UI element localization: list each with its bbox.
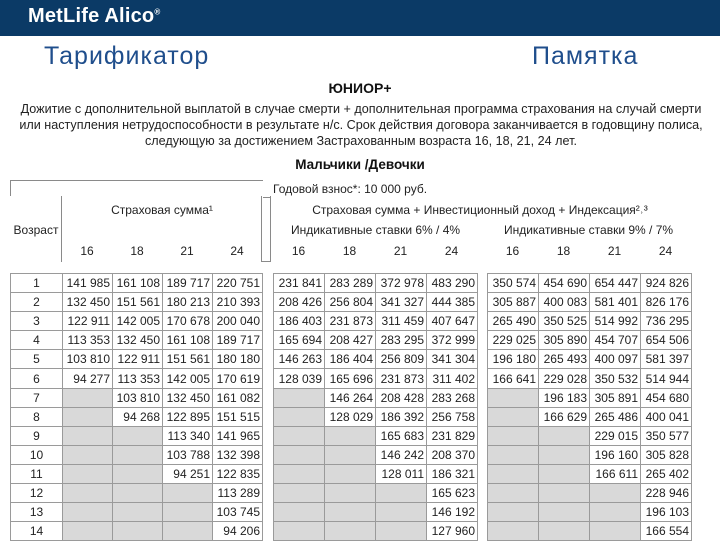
age-cell: 5 [11, 350, 63, 369]
rate-6-table [273, 273, 478, 541]
rate9-cell: 166 554 [641, 522, 692, 541]
sum-row [11, 503, 263, 522]
rate9-cell: 454 690 [539, 274, 590, 293]
rate6-cell [274, 484, 325, 503]
rate9-row [488, 522, 692, 541]
sum-cell: 220 751 [213, 274, 263, 293]
rate9-row [488, 426, 692, 445]
sum-cell: 122 911 [113, 350, 163, 369]
sum-cell: 180 213 [163, 293, 213, 312]
rate9-cell [539, 445, 590, 464]
rate9-cell: 196 160 [590, 445, 641, 464]
sum-cell [63, 445, 113, 464]
rate9-cell [590, 503, 641, 522]
sum-cell: 132 450 [113, 331, 163, 350]
age-header: Возраст [13, 223, 59, 237]
rate9-cell: 305 887 [488, 293, 539, 312]
sum-cell: 170 619 [213, 369, 263, 388]
sum-cell: 161 108 [163, 331, 213, 350]
rate9-row [488, 407, 692, 426]
rate6-term-21: 21 [393, 244, 408, 258]
rate6-cell [325, 445, 376, 464]
rate6-row [274, 484, 478, 503]
rate9-cell: 654 506 [641, 331, 692, 350]
metlife-logo: MetLife Alico® [28, 5, 161, 27]
rate9-cell: 400 097 [590, 350, 641, 369]
rate9-cell: 265 486 [590, 407, 641, 426]
age-cell: 10 [11, 445, 63, 464]
sum-cell [113, 522, 163, 541]
rate6-cell: 186 321 [427, 464, 478, 483]
sum-cell: 113 353 [113, 369, 163, 388]
sum-cell [163, 484, 213, 503]
rate9-cell [539, 464, 590, 483]
rate6-cell [274, 407, 325, 426]
rate6-row [274, 407, 478, 426]
sum-cell: 94 251 [163, 464, 213, 483]
sum-cell [113, 426, 163, 445]
sum-row [11, 350, 263, 369]
rate6-cell [274, 445, 325, 464]
rate9-cell [539, 522, 590, 541]
rate6-cell [325, 522, 376, 541]
rate9-cell: 265 493 [539, 350, 590, 369]
rate6-cell: 256 809 [376, 350, 427, 369]
pamyatka-title: Памятка [532, 42, 639, 70]
rate9-cell [488, 464, 539, 483]
tarifikator-title: Тарификатор [44, 42, 210, 70]
rate9-cell: 166 641 [488, 369, 539, 388]
sum-cell: 113 340 [163, 426, 213, 445]
sum-row [11, 331, 263, 350]
rate9-cell [488, 426, 539, 445]
rate9-row [488, 503, 692, 522]
rate6-cell: 341 304 [427, 350, 478, 369]
rate6-row [274, 312, 478, 331]
rate6-term-24: 24 [444, 244, 459, 258]
rate6-cell: 127 960 [427, 522, 478, 541]
sum-cell [63, 426, 113, 445]
sum-row [11, 274, 263, 293]
rate9-cell: 581 397 [641, 350, 692, 369]
sum-cell [163, 522, 213, 541]
rate9-cell: 400 041 [641, 407, 692, 426]
rate6-cell: 256 758 [427, 407, 478, 426]
sum-row [11, 407, 263, 426]
sum-cell: 151 561 [163, 350, 213, 369]
sum-cell: 94 206 [213, 522, 263, 541]
rate9-cell: 265 402 [641, 464, 692, 483]
rate6-cell: 231 829 [427, 426, 478, 445]
rate9-cell: 350 532 [590, 369, 641, 388]
rate6-cell: 208 426 [274, 293, 325, 312]
rate6-cell [376, 484, 427, 503]
sum-cell: 142 005 [113, 312, 163, 331]
sum-cell [63, 464, 113, 483]
rate6-row [274, 388, 478, 407]
rate6-cell: 165 694 [274, 331, 325, 350]
rate6-cell: 341 327 [376, 293, 427, 312]
rate9-cell [539, 426, 590, 445]
rate6-cell [274, 522, 325, 541]
rate9-cell [488, 388, 539, 407]
rate-9-table [487, 273, 692, 541]
sum-cell: 103 810 [113, 388, 163, 407]
sum-cell: 103 745 [213, 503, 263, 522]
rate6-row [274, 445, 478, 464]
sum-cell: 189 717 [213, 331, 263, 350]
rate6-cell: 128 039 [274, 369, 325, 388]
sum-cell: 132 450 [63, 293, 113, 312]
sum-cell: 151 561 [113, 293, 163, 312]
sum-cell: 161 108 [113, 274, 163, 293]
rate9-term-18: 18 [556, 244, 571, 258]
rate9-row [488, 464, 692, 483]
sum-cell [113, 503, 163, 522]
rate6-cell: 231 873 [376, 369, 427, 388]
rate6-term-18: 18 [342, 244, 357, 258]
sum-row [11, 293, 263, 312]
product-title: ЮНИОР+ [328, 80, 392, 96]
sum-term-21: 21 [180, 244, 194, 258]
rate6-row [274, 293, 478, 312]
rate9-cell: 736 295 [641, 312, 692, 331]
rate9-cell: 166 611 [590, 464, 641, 483]
rate6-cell [274, 388, 325, 407]
rate9-row [488, 331, 692, 350]
rate6-cell: 128 011 [376, 464, 427, 483]
rate6-cell: 208 428 [376, 388, 427, 407]
rate9-cell [488, 503, 539, 522]
rate6-cell: 186 404 [325, 350, 376, 369]
rate6-cell [274, 503, 325, 522]
sum-cell: 122 911 [63, 312, 113, 331]
sum-cell: 122 835 [213, 464, 263, 483]
rate6-cell [325, 503, 376, 522]
rate9-term-16: 16 [505, 244, 520, 258]
sum-row [11, 388, 263, 407]
rate9-cell: 229 028 [539, 369, 590, 388]
rate9-cell: 400 083 [539, 293, 590, 312]
rate9-term-21: 21 [607, 244, 622, 258]
rate6-cell: 146 242 [376, 445, 427, 464]
sum-cell: 200 040 [213, 312, 263, 331]
rate6-cell: 208 370 [427, 445, 478, 464]
age-cell: 9 [11, 426, 63, 445]
sum-cell [63, 503, 113, 522]
rate9-cell [539, 484, 590, 503]
rate9-row [488, 350, 692, 369]
brand-bar [0, 0, 720, 36]
sum-cell: 161 082 [213, 388, 263, 407]
sum-cell: 132 450 [163, 388, 213, 407]
rate6-cell: 283 295 [376, 331, 427, 350]
age-cell: 8 [11, 407, 63, 426]
sum-cell: 113 353 [63, 331, 113, 350]
rate9-row [488, 274, 692, 293]
sum-cell [63, 484, 113, 503]
sum-cell: 210 393 [213, 293, 263, 312]
rate9-cell: 350 525 [539, 312, 590, 331]
rate6-cell [274, 464, 325, 483]
rate9-cell: 196 183 [539, 388, 590, 407]
rate9-cell: 350 574 [488, 274, 539, 293]
rate6-cell: 208 427 [325, 331, 376, 350]
rate9-cell: 305 828 [641, 445, 692, 464]
rate6-cell: 165 683 [376, 426, 427, 445]
sum-cell: 132 398 [213, 445, 263, 464]
product-description: Дожитие с дополнительной выплатой в случае смерти + дополнительная программа страхования на случай смерти или наступления нетрудоспособности в результате н/с. Срок действия договора заканчивается в годовщину полиса, следующую за достижением Застрахованным возраста 16, 18, 21, 24 лет. [19, 102, 703, 148]
rate6-cell: 165 623 [427, 484, 478, 503]
sum-cell: 141 985 [63, 274, 113, 293]
rate9-cell: 305 890 [539, 331, 590, 350]
rate9-cell: 265 490 [488, 312, 539, 331]
rate6-cell: 256 804 [325, 293, 376, 312]
sum-row [11, 522, 263, 541]
rate9-cell: 454 680 [641, 388, 692, 407]
sum-cell [63, 522, 113, 541]
rate9-cell: 654 447 [590, 274, 641, 293]
sum-row [11, 369, 263, 388]
sum-cell [113, 445, 163, 464]
rate9-cell [590, 484, 641, 503]
gender-subtitle: Мальчики /Девочки [295, 157, 425, 172]
age-cell: 4 [11, 331, 63, 350]
rate9-cell [488, 522, 539, 541]
rate9-cell: 229 015 [590, 426, 641, 445]
rate6-cell: 311 402 [427, 369, 478, 388]
age-cell: 13 [11, 503, 63, 522]
rate6-cell: 128 029 [325, 407, 376, 426]
rate6-cell [274, 426, 325, 445]
rate9-row [488, 312, 692, 331]
sum-term-16: 16 [80, 244, 94, 258]
rate9-row [488, 445, 692, 464]
rate9-cell [488, 407, 539, 426]
rate6-cell: 283 268 [427, 388, 478, 407]
age-cell: 12 [11, 484, 63, 503]
rate9-cell: 196 103 [641, 503, 692, 522]
sum-term-24: 24 [230, 244, 244, 258]
sum-header: Страховая сумма¹ [111, 203, 213, 217]
sum-cell: 180 180 [213, 350, 263, 369]
age-cell: 14 [11, 522, 63, 541]
rate6-cell: 483 290 [427, 274, 478, 293]
rate9-cell: 514 944 [641, 369, 692, 388]
rate6-row [274, 522, 478, 541]
sum-cell [63, 407, 113, 426]
sum-row [11, 426, 263, 445]
sum-cell [113, 484, 163, 503]
rate6-cell: 146 263 [274, 350, 325, 369]
sum-table [10, 273, 263, 541]
rate9-cell: 514 992 [590, 312, 641, 331]
rate6-term-16: 16 [291, 244, 306, 258]
rate6-cell [376, 503, 427, 522]
sum-row [11, 445, 263, 464]
sum-cell: 103 810 [63, 350, 113, 369]
sum-cell: 170 678 [163, 312, 213, 331]
sum-row [11, 312, 263, 331]
rate9-row [488, 388, 692, 407]
age-cell: 7 [11, 388, 63, 407]
sum-cell: 103 788 [163, 445, 213, 464]
rate9-cell: 924 826 [641, 274, 692, 293]
rate6-cell [325, 464, 376, 483]
rate6-cell: 444 385 [427, 293, 478, 312]
rate6-row [274, 274, 478, 293]
rate9-cell: 826 176 [641, 293, 692, 312]
rate6-cell: 165 696 [325, 369, 376, 388]
age-cell: 3 [11, 312, 63, 331]
rate6-cell [325, 484, 376, 503]
rate9-term-24: 24 [658, 244, 673, 258]
sum-cell: 142 005 [163, 369, 213, 388]
rate6-cell [376, 522, 427, 541]
rate6-cell: 186 392 [376, 407, 427, 426]
sum-cell: 189 717 [163, 274, 213, 293]
rate6-cell: 372 999 [427, 331, 478, 350]
rate6-cell: 146 264 [325, 388, 376, 407]
rate6-cell: 186 403 [274, 312, 325, 331]
rate6-row [274, 426, 478, 445]
sum-cell: 141 965 [213, 426, 263, 445]
annual-premium: Годовой взнос*: 10 000 руб. [273, 182, 428, 196]
sum-term-18: 18 [130, 244, 144, 258]
sum-cell: 94 277 [63, 369, 113, 388]
sum-cell: 94 268 [113, 407, 163, 426]
rate6-row [274, 369, 478, 388]
age-cell: 11 [11, 464, 63, 483]
sum-cell [63, 388, 113, 407]
sum-row [11, 464, 263, 483]
rate6-cell: 372 978 [376, 274, 427, 293]
rate6-cell: 283 289 [325, 274, 376, 293]
rate9-cell: 229 025 [488, 331, 539, 350]
rate9-cell [488, 445, 539, 464]
rate6-cell: 311 459 [376, 312, 427, 331]
rate9-cell: 228 946 [641, 484, 692, 503]
rate6-cell: 407 647 [427, 312, 478, 331]
sum-cell: 113 289 [213, 484, 263, 503]
sum-cell [113, 464, 163, 483]
age-cell: 6 [11, 369, 63, 388]
sum-row [11, 484, 263, 503]
rate-6-header: Индикативные ставки 6% / 4% [290, 223, 461, 237]
rate9-cell: 196 180 [488, 350, 539, 369]
sum-cell [163, 503, 213, 522]
rate6-cell: 231 841 [274, 274, 325, 293]
age-cell: 1 [11, 274, 63, 293]
rate9-row [488, 293, 692, 312]
rate9-cell: 454 707 [590, 331, 641, 350]
rate9-row [488, 484, 692, 503]
invest-header: Страховая сумма + Инвестиционный доход + Индексация²˒³ [312, 203, 648, 217]
rate9-cell: 166 629 [539, 407, 590, 426]
rate9-cell [590, 522, 641, 541]
rate6-cell: 146 192 [427, 503, 478, 522]
rate9-cell: 350 577 [641, 426, 692, 445]
rate6-row [274, 464, 478, 483]
rate9-cell [539, 503, 590, 522]
rate6-row [274, 331, 478, 350]
rate9-cell [488, 484, 539, 503]
rate9-row [488, 369, 692, 388]
age-cell: 2 [11, 293, 63, 312]
rate-9-header: Индикативные ставки 9% / 7% [503, 223, 674, 237]
rate6-row [274, 503, 478, 522]
sum-cell: 151 515 [213, 407, 263, 426]
rate9-cell: 305 891 [590, 388, 641, 407]
rate6-row [274, 350, 478, 369]
rate9-cell: 581 401 [590, 293, 641, 312]
rate6-cell [325, 426, 376, 445]
sum-cell: 122 895 [163, 407, 213, 426]
rate6-cell: 231 873 [325, 312, 376, 331]
